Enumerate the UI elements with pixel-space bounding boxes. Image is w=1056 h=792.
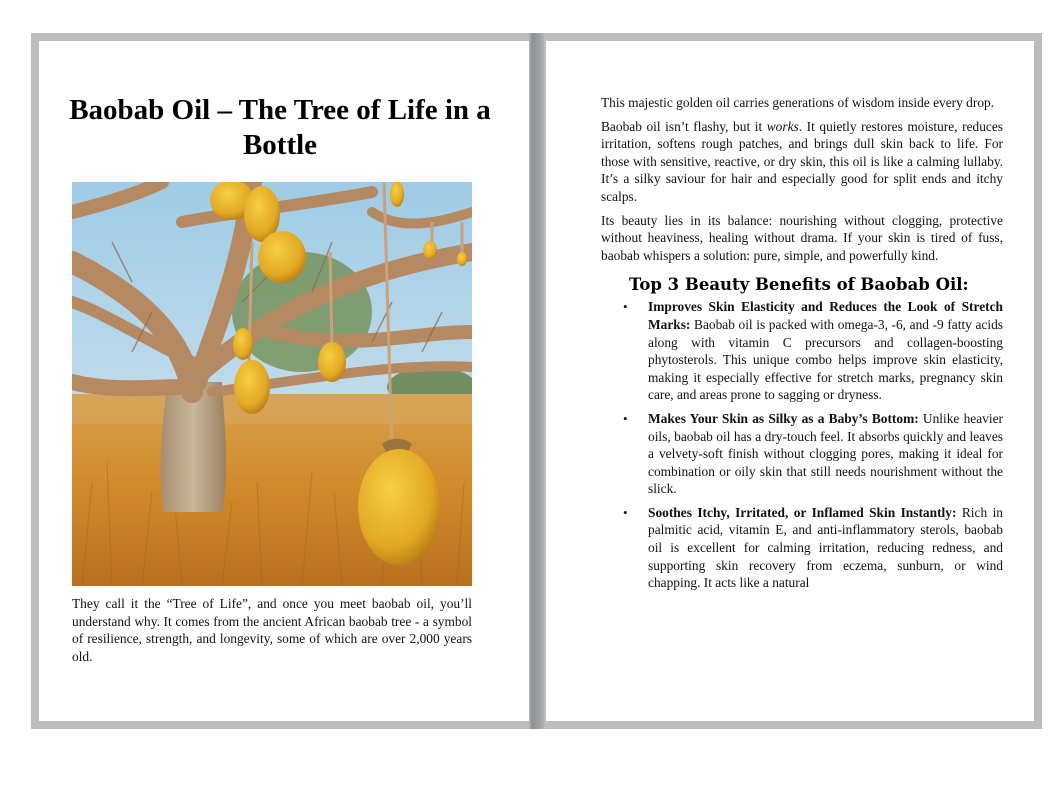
two-page-spread-frame	[31, 33, 1042, 729]
section-heading: Top 3 Beauty Benefits of Baobab Oil:	[629, 275, 969, 295]
emphasis-text: works	[766, 118, 799, 134]
right-column	[601, 94, 1003, 598]
paragraph-text: . It quietly restores moisture, reduces irritation, softens rough patches, and brings dull skin back to life. For those with sensitive, reactive, or dry skin, this oil is like a calming lullaby. It’s a silky saviour for hair and especially good for split ends and itchy scalps.	[601, 118, 1003, 204]
benefit-text: Baobab oil is packed with omega-3, -6, and -9 fatty acids along with vitamin C precursors and collagen-boosting phytosterols. This unique combo helps improve skin elasticity, making it especially effective for stretch marks, pregnancy skin care, and areas prone to sagging or dryness.	[648, 316, 1003, 403]
intro-paragraph: They call it the “Tree of Life”, and once you meet baobab oil, you’ll understand why. It comes from the ancient African baobab tree - a symbol of resilience, strength, and longevity, some of which are over 2,000 years old.	[72, 596, 472, 664]
paragraph-balance: Its beauty lies in its balance: nourishing without clogging, protective without heaviness, healing without drama. If your skin is tired of fuss, baobab whispers a solution: pure, simple, and powerfully kind.	[601, 212, 1003, 263]
benefit-title: Improves Skin Elasticity and Reduces the Look of Stretch Marks:	[648, 299, 1003, 332]
benefit-text: Rich in palmitic acid, vitamin E, and anti-inflammatory sterols, baobab oil is excellent for calming irritation, reducing redness, and supporting skin recovery from eczema, sunburn, or wind chapping. It acts like a natural	[648, 504, 1003, 591]
page-gutter	[529, 33, 546, 729]
list-item	[601, 410, 1003, 498]
list-item	[601, 504, 1003, 592]
benefit-title: Soothes Itchy, Irritated, or Inflamed Skin Instantly:	[648, 504, 957, 520]
left-page	[39, 41, 529, 721]
list-item	[601, 298, 1003, 404]
benefit-title: Makes Your Skin as Silky as a Baby’s Bottom:	[648, 410, 919, 426]
paragraph-text: Baobab oil isn’t flashy, but it	[601, 118, 767, 134]
paragraph-golden-oil: This majestic golden oil carries generations of wisdom inside every drop.	[601, 95, 995, 110]
paragraph-it-works	[601, 118, 1003, 206]
benefits-list	[601, 298, 1003, 592]
bullet-icon: •	[623, 410, 628, 426]
right-page	[546, 41, 1034, 721]
bullet-icon: •	[623, 299, 628, 315]
benefit-text: Unlike heavier oils, baobab oil has a dry-touch feel. It absorbs quickly and leaves a velvety-soft finish without clogging pores, making it ideal for combination or oily skin that still needs nourishment without the slick.	[648, 410, 1003, 497]
page-title: Baobab Oil – The Tree of Life in a Bottle	[69, 94, 491, 161]
bullet-icon: •	[623, 504, 628, 520]
baobab-tree-photo	[72, 182, 472, 586]
